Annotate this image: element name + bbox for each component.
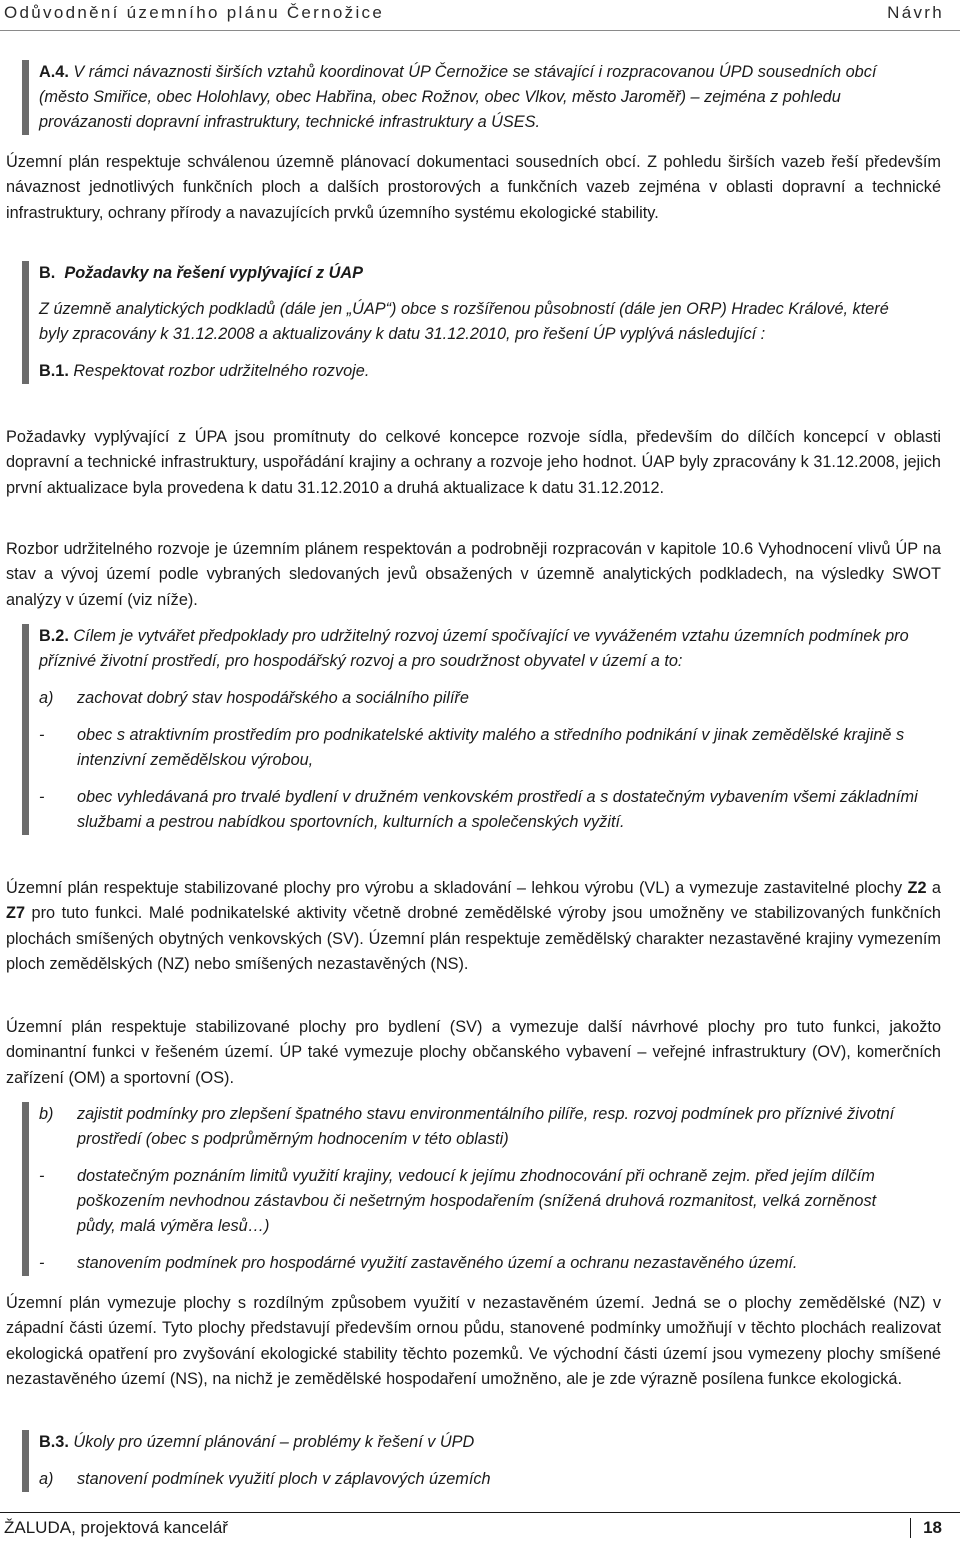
section-text: Cílem je vytvářet předpoklady pro udržitelný rozvoj území spočívající ve vyváženém vztahu územních podmínek pro příznivé životní prostředí, pro hospodářský rozvoj a pro soudržnost obyvatel v území a to:	[39, 627, 909, 670]
company-name: ŽALUDA, projektová kancelář	[4, 1518, 228, 1537]
list-item	[39, 1164, 919, 1239]
list-item	[39, 723, 919, 773]
list-marker: -	[39, 788, 45, 806]
paragraph: Požadavky vyplývající z ÚPA jsou promítnuty do celkové koncepce rozvoje sídla, především do dílčích koncepcí v oblasti dopravní a technické infrastruktury, uspořádání krajiny a ochrany a rozvoje jeho hodnot. ÚAP byly zpracovány k 31.12.2008, jejich první aktualizace byla provedena k datu 31.12.2010 a druhá aktualizace k datu 31.12.2012.	[6, 428, 941, 497]
list-marker: -	[39, 1167, 45, 1185]
document-stage: Návrh	[887, 3, 944, 22]
section-text: Z územně analytických podkladů (dále jen „ÚAP“) obce s rozšířenou působností (dále jen ORP) Hradec Králové, které byly zpracovány k 31.12.2008 a aktualizovány k datu 31.12.2010, pro řešení ÚP vyplývá následující :	[39, 300, 889, 343]
paragraph: Územní plán vymezuje plochy s rozdílným způsobem využití v nezastavěném území. Jedná se o plochy zemědělské (NZ) v západní části území. Tyto plochy představují především ornou půdu, stanovené podmínky umožňují v těchto plochách realizovat ekologická opatření pro zvyšování ekologické stability těchto pozemků. Ve východní části území jsou vymezeny plochy smíšené nezastavěného území (NS), na nichž je zemědělské hospodaření umožněno, ale je zde výrazně posílena funkce ekologická.	[6, 1294, 941, 1389]
quote-b	[22, 261, 919, 384]
section-text: Úkoly pro územní plánování – problémy k řešení v ÚPD	[73, 1433, 475, 1451]
list-text: zajistit podmínky pro zlepšení špatného stavu environmentálního pilíře, resp. rozvoj podmínek pro příznivé životní prostředí (obec s podprůměrným hodnocením v této oblasti)	[77, 1105, 895, 1148]
list-text: dostatečným poznáním limitů využití krajiny, vedoucí k jejímu zhodnocování při ochraně zejm. před jejím dílčím poškozením nevhodnou zástavbou či nešetrným hospodařením (snížená druhová rozmanitost, velká zorněnost půdy, malá výměra lesů…)	[77, 1167, 877, 1235]
paragraph: Územní plán respektuje stabilizované plochy pro bydlení (SV) a vymezuje další návrhové plochy pro tuto funkci, jakožto dominantní funkci v řešeném území. ÚP také vymezuje plochy občanského vybavení – veřejné infrastruktury (OV), komerčních zařízení (OM) a sportovní (OS).	[6, 1018, 941, 1087]
list-marker: b)	[39, 1105, 54, 1123]
list-marker: -	[39, 1254, 45, 1272]
section-number: B.3.	[39, 1433, 69, 1451]
list-item	[39, 785, 919, 835]
document-title: Odůvodnění územního plánu Černožice	[4, 3, 385, 22]
list-text: obec vyhledávaná pro trvalé bydlení v družném venkovském prostředí a s dostatečným vybavením všemi základními službami a pestrou nabídkou sportovních, kulturních a společenských vyžití.	[77, 788, 918, 831]
section-number: A.4.	[39, 63, 69, 81]
section-number: B.1.	[39, 362, 69, 380]
paragraph: Územní plán respektuje schválenou územně plánovací dokumentaci sousedních obcí. Z pohledu širších vazeb řeší především návaznost jednotlivých funkčních ploch a dalších prostorových a funkčních vazeb zejména v oblasti dopravní a technické infrastruktury, ochrany přírody a navazujících prvků územního systému ekologické stability.	[6, 153, 941, 222]
paragraph: Územní plán respektuje stabilizované plochy pro výrobu a skladování – lehkou výrobu (VL) a vymezuje zastavitelné plochy Z2 a Z7 pro tuto funkci. Malé podnikatelské aktivity včetně drobné zemědělské výroby jsou umožněny ve stabilizovaných funkčních plochách smíšených obytných venkovských (SV). Územní plán respektuje zemědělský charakter nezastavěné krajiny vymezením ploch zemědělských (NZ) nebo smíšených nezastavěných (NS).	[6, 879, 941, 974]
list-item	[39, 1251, 919, 1276]
list-text: stanovení podmínek využití ploch v záplavových územích	[77, 1470, 491, 1488]
section-number: B.2.	[39, 627, 69, 645]
plot-code: Z7	[6, 904, 26, 923]
list-text: stanovením podmínek pro hospodárné využití zastavěného území a ochranu nezastavěného území.	[77, 1254, 798, 1272]
paragraph: Rozbor udržitelného rozvoje je územním plánem respektován a podrobněji rozpracován v kapitole 10.6 Vyhodnocení vlivů ÚP na stav a vývoj území podle vybraných sledovaných jevů obsažených v územně analytických podkladech, na výsledky SWOT analýzy v území (viz níže).	[6, 540, 941, 609]
list-marker: a)	[39, 1470, 54, 1488]
quote-b-env	[22, 1102, 919, 1276]
list-item	[39, 686, 919, 711]
list-item	[39, 1467, 919, 1492]
page-header	[0, 0, 960, 31]
section-number: B.	[39, 264, 56, 282]
quote-a4	[22, 60, 919, 135]
list-item	[39, 1102, 919, 1152]
quote-b2	[22, 624, 919, 835]
section-text: V rámci návaznosti širších vztahů koordinovat ÚP Černožice se stávající i rozpracovanou ÚPD sousedních obcí (město Smiřice, obec Holohlavy, obec Habřina, obec Rožnov, obec Vlkov, město Jaroměř) – zejména z pohledu provázanosti dopravní infrastruktury, technické infrastruktury a ÚSES.	[39, 63, 877, 131]
list-text: obec s atraktivním prostředím pro podnikatelské aktivity malého a středního podnikání v jinak zemědělské krajině s intenzivní zemědělskou výrobou,	[77, 726, 905, 769]
list-text: zachovat dobrý stav hospodářského a sociálního pilíře	[77, 689, 469, 707]
list-marker: a)	[39, 689, 54, 707]
quote-b3	[22, 1430, 919, 1492]
section-heading: Požadavky na řešení vyplývající z ÚAP	[64, 264, 363, 282]
plot-code: Z2	[907, 879, 927, 897]
list-marker: -	[39, 726, 45, 744]
section-text: Respektovat rozbor udržitelného rozvoje.	[73, 362, 370, 380]
page-footer	[0, 1512, 960, 1543]
page-number: 18	[910, 1518, 942, 1538]
